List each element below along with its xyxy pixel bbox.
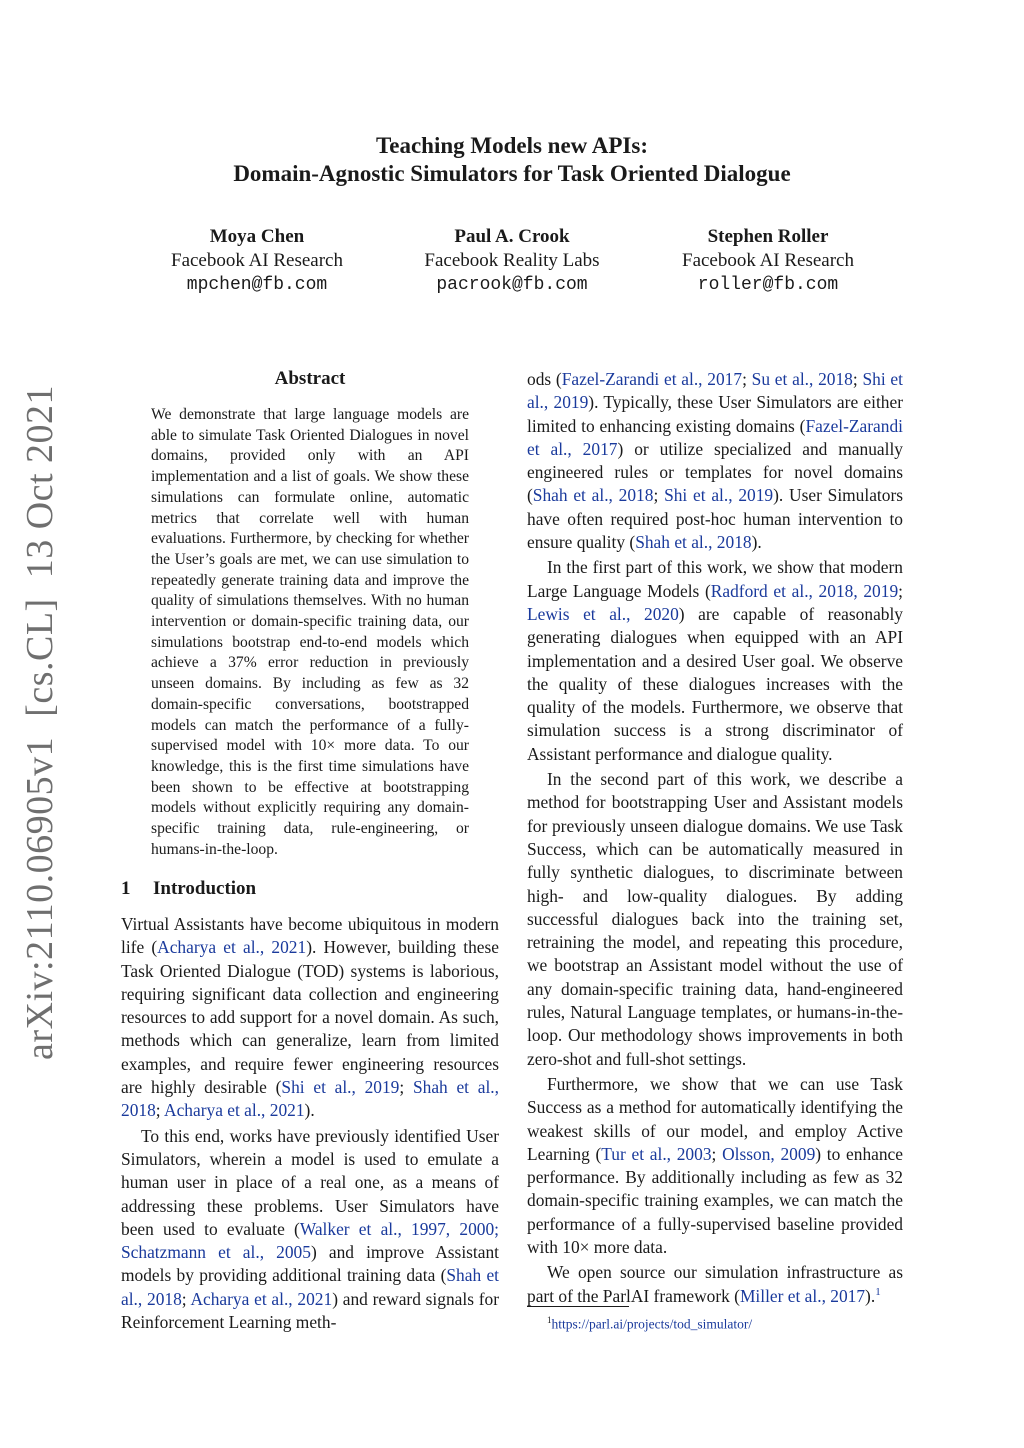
section-heading — [121, 877, 256, 901]
citation-link[interactable]: Shah et al., 2018 — [121, 1265, 499, 1309]
intro-column-right — [527, 368, 903, 1308]
author-block — [638, 225, 898, 297]
author-affiliation: Facebook Reality Labs — [424, 250, 600, 271]
citation-link[interactable]: Acharya et al., 2021 — [190, 1288, 333, 1309]
citation-link[interactable]: Su et al., 2018 — [751, 369, 853, 389]
author-block — [127, 225, 387, 297]
paragraph: To this end, works have previously identified User Simulators, wherein a model is used to emulate a human user in place of a real one, as a means of addressing these problems. User Simulators have been used to evaluate (Walker et al., 1997, 2000; Schatzmann et al., 2005) and improve Assistant models by providing additional training data (Shah et al., 2018; Acharya et al., 2021) and reward signals for Reinforcement Learning meth- — [121, 1125, 500, 1333]
title-line-2: Domain-Agnostic Simulators for Task Oriented Dialogue — [233, 161, 791, 186]
citation-link[interactable]: Miller et al., 2017 — [739, 1285, 866, 1306]
abstract-heading: Abstract — [274, 368, 346, 389]
paper-title — [0, 132, 1024, 188]
paragraph: In the first part of this work, we show that modern Large Language Models (Radford et al., 2018, 2019; Lewis et al., 2020) are capable of reasonably generating dialogues when equipped with an API implementation and a desired User goal. We observe the quality of these dialogues increases with the quality of the models. Furthermore, we observe that simulation success is a strong discriminator of Assistant performance and dialogue quality. — [527, 557, 904, 764]
paragraph: In the second part of this work, we describe a method for bootstrapping User and Assistant models for previously unseen dialogue domains. We use Task Success, which can be automatically measured in fully synthetic dialogues, to discriminate between high- and low-quality dialogues. By adding successful dialogues back into the training set, retraining the model, and repeating this procedure, we bootstrap an Assistant model without the use of any domain-specific training data, hand-engineered rules, Natural Language templates, or humans-in-the-loop. Our methodology shows improvements in both zero-shot and full-shot settings. — [527, 769, 903, 1069]
author-name: Moya Chen — [209, 226, 305, 247]
footnote-reference[interactable]: 1 — [875, 1285, 881, 1298]
citation-link[interactable]: Fazel-Zarandi et al., 2017 — [561, 369, 743, 389]
footnote-divider — [527, 1306, 629, 1307]
section-number: 1 — [121, 878, 131, 899]
paragraph: ods (Fazel-Zarandi et al., 2017; Su et al., 2018; Shi et al., 2019). Typically, these User Simulators are either limited to enhancing existing domains (Fazel-Zarandi et al., 2017) or utilize specialized and manually engineered rules or templates for novel domains (Shah et al., 2018; Shi et al., 2019). User Simulators have often required post-hoc human intervention to ensure quality (Shah et al., 2018). — [527, 369, 904, 553]
author-affiliation: Facebook AI Research — [682, 250, 854, 271]
paragraph: We open source our simulation infrastructure as part of the ParlAI framework (Miller et al., 2017).$^1$ — [527, 1262, 903, 1306]
citation-link[interactable]: Shi et al., 2019 — [527, 369, 903, 413]
split-text: ) and reward signals for Reinforcement Learning meth- — [121, 1288, 500, 1333]
citation-link[interactable]: Tur et al., 2003 — [601, 1143, 712, 1164]
paragraph: Furthermore, we show that we can use Task Success as a method for automatically identifying the weakest skills of our model, and employ Active Learning (Tur et al., 2003; Olsson, 2009) to enhance performance. By additionally including as few as 32 domain-specific training examples, we can match the performance of a fully-supervised baseline provided with 10× more data. — [527, 1073, 903, 1257]
paragraph: Virtual Assistants have become ubiquitous in modern life (Acharya et al., 2021). However, building these Task Oriented Dialogue (TOD) systems is laborious, requiring significant data collection and engineering resources to add support for a novel domain. As such, methods which can generalize, learn from limited examples, and require fewer engineering resources are highly desirable (Shi et al., 2019; Shah et al., 2018; Acharya et al., 2021). — [121, 914, 499, 1121]
footnote-mark: 1 — [547, 1315, 552, 1325]
author-email: pacrook@fb.com — [436, 275, 588, 295]
citation-link[interactable]: Radford et al., 2018, 2019 — [710, 580, 899, 601]
citation-link[interactable]: Walker et al., 1997, 2000; Schatzmann et al., 2005 — [121, 1218, 499, 1263]
footnote-link[interactable]: https://parl.ai/projects/tod_simulator/ — [551, 1316, 753, 1332]
author-affiliation: Facebook AI Research — [171, 250, 343, 271]
citation-link[interactable]: Lewis et al., 2020 — [527, 603, 679, 624]
citation-link[interactable]: Acharya et al., 2021 — [157, 937, 307, 958]
citation-link[interactable]: Acharya et al., 2021 — [164, 1100, 305, 1121]
citation-link[interactable]: Shah et al., 2018 — [532, 485, 654, 506]
footnote — [547, 1311, 752, 1334]
section-title: Introduction — [153, 878, 257, 899]
author-name: Stephen Roller — [707, 226, 829, 247]
citation-link[interactable]: Shi et al., 2019 — [281, 1077, 400, 1098]
citation-link[interactable]: Shah et al., 2018 — [121, 1077, 499, 1121]
author-email: mpchen@fb.com — [186, 275, 328, 295]
title-line-1: Teaching Models new APIs: — [376, 133, 648, 158]
author-email: roller@fb.com — [697, 275, 839, 295]
intro-column-left — [121, 913, 499, 1334]
citation-link[interactable]: Shi et al., 2019 — [664, 485, 774, 506]
arxiv-identifier: arXiv:2110.06905v1 [cs.CL] 13 Oct 2021 — [19, 384, 61, 1060]
citation-link[interactable]: Shah et al., 2018 — [635, 532, 752, 553]
author-block — [382, 225, 642, 297]
citation-link[interactable]: Fazel-Zarandi et al., 2017 — [527, 415, 903, 459]
author-name: Paul A. Crook — [454, 226, 570, 247]
abstract-text: We demonstrate that large language models are able to simulate Task Oriented Dialogues in novel domains, provided only with an API implementation and a list of goals. We show these simulations can formulate online, automatic metrics that correlate well with human evaluations. Furthermore, by checking for whether the User’s goals are met, we can use simulation to repeatedly generate training data and improve the quality of simulations themselves. With no human intervention or domain-specific training data, our simulations bootstrap end-to-end models which achieve a 37% error reduction in previously unseen domains. By including as few as 32 domain-specific conversations, bootstrapped models can match the performance of a fully-supervised model with 10× more data. To our knowledge, this is the first time simulations have been shown to be effective at bootstrapping models without explicitly requiring any domain-specific training data, rule-engineering, or humans-in-the-loop. — [151, 406, 469, 858]
citation-link[interactable]: Olsson, 2009 — [722, 1143, 816, 1164]
